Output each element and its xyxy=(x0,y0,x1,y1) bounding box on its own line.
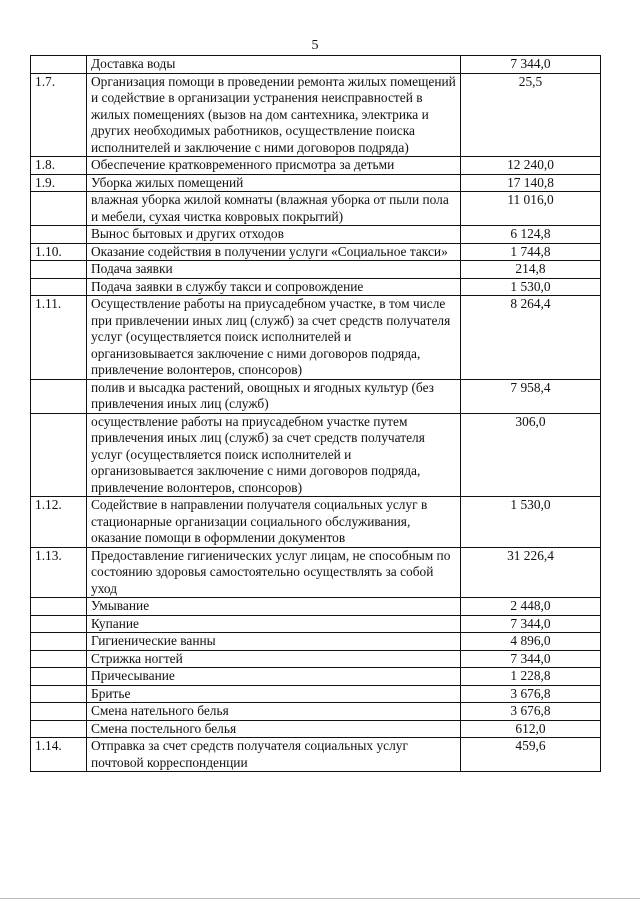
row-service-name: Осуществление работы на приусадебном участке, в том числе при привлечении иных лиц (служб) за счет средств получателя услуг (осуществляется поиск исполнителей и организовывается заключение с ними договоров подряда, привлечение волонтеров, спонсоров) xyxy=(87,296,461,380)
row-number: 1.13. xyxy=(31,547,87,598)
row-value: 4 896,0 xyxy=(461,633,601,651)
row-value: 12 240,0 xyxy=(461,157,601,175)
row-number: 1.8. xyxy=(31,157,87,175)
row-number xyxy=(31,278,87,296)
row-number xyxy=(31,720,87,738)
page-number: 5 xyxy=(311,38,319,53)
table-row xyxy=(31,73,601,157)
table-row xyxy=(31,720,601,738)
row-service-name: Оказание содействия в получении услуги «Социальное такси» xyxy=(87,243,461,261)
row-value: 17 140,8 xyxy=(461,174,601,192)
row-number xyxy=(31,650,87,668)
table-row xyxy=(31,278,601,296)
table-row xyxy=(31,633,601,651)
row-number xyxy=(31,703,87,721)
table-row xyxy=(31,226,601,244)
row-service-name: Отправка за счет средств получателя социальных услуг почтовой корреспонденции xyxy=(87,738,461,772)
row-number: 1.14. xyxy=(31,738,87,772)
row-value: 2 448,0 xyxy=(461,598,601,616)
row-number xyxy=(31,615,87,633)
table-row xyxy=(31,598,601,616)
row-service-name: полив и высадка растений, овощных и ягодных культур (без привлечения иных лиц (служб) xyxy=(87,379,461,413)
row-value: 25,5 xyxy=(461,73,601,157)
row-value: 7 344,0 xyxy=(461,615,601,633)
row-number: 1.9. xyxy=(31,174,87,192)
row-value: 3 676,8 xyxy=(461,703,601,721)
row-value: 1 530,0 xyxy=(461,497,601,548)
table-row xyxy=(31,379,601,413)
row-number xyxy=(31,633,87,651)
row-service-name: Бритье xyxy=(87,685,461,703)
row-value: 214,8 xyxy=(461,261,601,279)
row-value: 8 264,4 xyxy=(461,296,601,380)
row-service-name: Уборка жилых помещений xyxy=(87,174,461,192)
row-number xyxy=(31,226,87,244)
row-service-name: Умывание xyxy=(87,598,461,616)
row-service-name: Доставка воды xyxy=(87,56,461,74)
table-row xyxy=(31,261,601,279)
row-service-name: осуществление работы на приусадебном участке путем привлечения иных лиц (служб) за счет средств получателя услуг (осуществляется поиск исполнителей и организовывается заключение с ними договоров подряда, привлечение волонтеров, спонсоров) xyxy=(87,413,461,497)
table-row xyxy=(31,497,601,548)
table-row xyxy=(31,738,601,772)
row-number: 1.11. xyxy=(31,296,87,380)
row-value: 3 676,8 xyxy=(461,685,601,703)
row-number: 1.12. xyxy=(31,497,87,548)
table-row xyxy=(31,243,601,261)
row-value: 1 228,8 xyxy=(461,668,601,686)
table-row xyxy=(31,413,601,497)
row-service-name: Купание xyxy=(87,615,461,633)
page-bottom-edge xyxy=(0,898,640,899)
table-row xyxy=(31,174,601,192)
row-service-name: Содействие в направлении получателя социальных услуг в стационарные организации социального обслуживания, оказание помощи в оформлении документов xyxy=(87,497,461,548)
services-table xyxy=(30,55,601,772)
row-number xyxy=(31,413,87,497)
row-number xyxy=(31,192,87,226)
row-service-name: Подача заявки в службу такси и сопровождение xyxy=(87,278,461,296)
services-table-body xyxy=(31,56,601,772)
row-service-name: влажная уборка жилой комнаты (влажная уборка от пыли пола и мебели, сухая чистка ковровых покрытий) xyxy=(87,192,461,226)
table-row xyxy=(31,650,601,668)
table-row xyxy=(31,56,601,74)
row-number xyxy=(31,685,87,703)
row-number xyxy=(31,668,87,686)
row-service-name: Смена нательного белья xyxy=(87,703,461,721)
row-value: 7 344,0 xyxy=(461,56,601,74)
row-service-name: Предоставление гигиенических услуг лицам, не способным по состоянию здоровья самостоятельно осуществлять за собой уход xyxy=(87,547,461,598)
table-row xyxy=(31,157,601,175)
row-number xyxy=(31,261,87,279)
table-row xyxy=(31,192,601,226)
row-service-name: Вынос бытовых и других отходов xyxy=(87,226,461,244)
row-number: 1.10. xyxy=(31,243,87,261)
row-value: 1 744,8 xyxy=(461,243,601,261)
row-value: 6 124,8 xyxy=(461,226,601,244)
row-number xyxy=(31,56,87,74)
row-service-name: Причесывание xyxy=(87,668,461,686)
row-value: 306,0 xyxy=(461,413,601,497)
row-value: 612,0 xyxy=(461,720,601,738)
row-service-name: Гигиенические ванны xyxy=(87,633,461,651)
row-service-name: Подача заявки xyxy=(87,261,461,279)
table-row xyxy=(31,703,601,721)
row-service-name: Смена постельного белья xyxy=(87,720,461,738)
row-number xyxy=(31,379,87,413)
row-value: 31 226,4 xyxy=(461,547,601,598)
row-value: 459,6 xyxy=(461,738,601,772)
table-row xyxy=(31,685,601,703)
table-row xyxy=(31,547,601,598)
row-value: 11 016,0 xyxy=(461,192,601,226)
row-value: 1 530,0 xyxy=(461,278,601,296)
row-service-name: Организация помощи в проведении ремонта жилых помещений и содействие в организации устранения неисправностей в жилых помещениях (вызов на дом сантехника, электрика и других необходимых работников, осуществление поиска исполнителей и заключение с ними договоров подряда) xyxy=(87,73,461,157)
table-row xyxy=(31,296,601,380)
row-value: 7 958,4 xyxy=(461,379,601,413)
row-number xyxy=(31,598,87,616)
row-service-name: Стрижка ногтей xyxy=(87,650,461,668)
table-row xyxy=(31,668,601,686)
row-value: 7 344,0 xyxy=(461,650,601,668)
table-row xyxy=(31,615,601,633)
row-number: 1.7. xyxy=(31,73,87,157)
row-service-name: Обеспечение кратковременного присмотра за детьми xyxy=(87,157,461,175)
